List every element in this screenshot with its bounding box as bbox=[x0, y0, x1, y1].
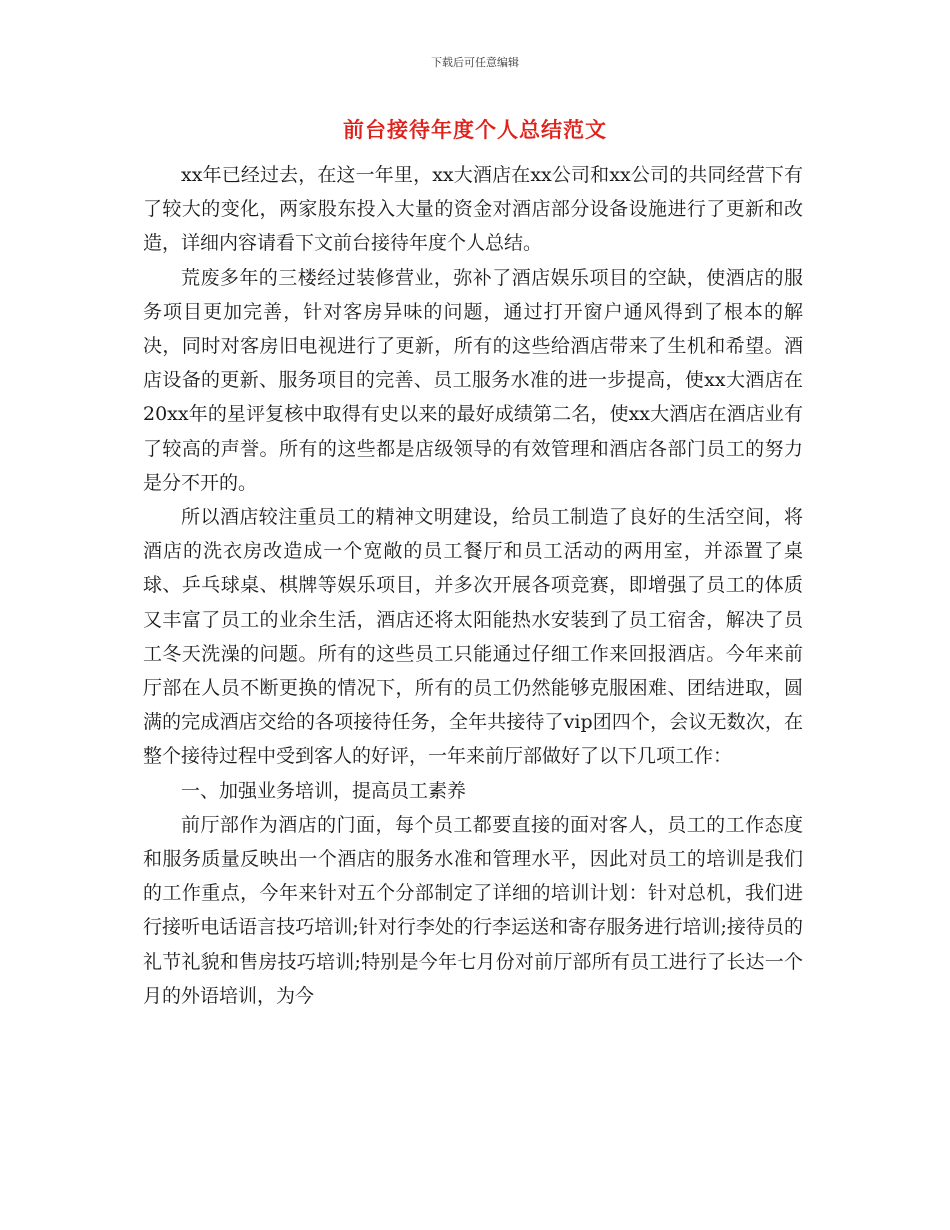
section-heading-training: 一、加强业务培训，提高员工素养 bbox=[181, 779, 467, 802]
paragraph-intro: xx年已经过去，在这一年里，xx大酒店在xx公司和xx公司的共同经营下有了较大的变化，两家股东投入大量的资金对酒店部分设备设施进行了更新和改造，详细内容请看下文前台接待年度个人总结。 bbox=[143, 164, 803, 255]
paragraph-training: 前厅部作为酒店的门面，每个员工都要直接的面对客人，员工的工作态度和服务质量反映出一个酒店的服务水准和管理水平，因此对员工的培训是我们的工作重点，今年来针对五个分部制定了详细的培训计划：针对总机，我们进行接听电话语言技巧培训;针对行李处的行李运送和寄存服务进行培训;接待员的礼节礼貌和售房技巧培训;特别是今年七月份对前厅部所有员工进行了长达一个月的外语培训，为今 bbox=[143, 813, 803, 1007]
paragraph-renovation: 荒废多年的三楼经过装修营业，弥补了酒店娱乐项目的空缺，使酒店的服务项目更加完善，针对客房异味的问题，通过打开窗户通风得到了根本的解决，同时对客房旧电视进行了更新，所有的这些给酒店带来了生机和希望。酒店设备的更新、服务项目的完善、员工服务水准的进一步提高，使xx大酒店在20xx年的星评复核中取得有史以来的最好成绩第二名，使xx大酒店在酒店业有了较高的声誉。所有的这些都是店级领导的有效管理和酒店各部门员工的努力是分不开的。 bbox=[143, 266, 803, 494]
paragraph-staff-welfare: 所以酒店较注重员工的精神文明建设，给员工制造了良好的生活空间，将酒店的洗衣房改造成一个宽敞的员工餐厅和员工活动的两用室，并添置了桌球、乒乓球桌、棋牌等娱乐项目，并多次开展各项竞赛，即增强了员工的体质又丰富了员工的业余生活，酒店还将太阳能热水安装到了员工宿舍，解决了员工冬天洗澡的问题。所有的这些员工只能通过仔细工作来回报酒店。今年来前厅部在人员不断更换的情况下，所有的员工仍然能够克服困难、团结进取，圆满的完成酒店交给的各项接待任务，全年共接待了vip团四个，会议无数次，在整个接待过程中受到客人的好评，一年来前厅部做好了以下几项工作： bbox=[143, 506, 803, 768]
document-title: 前台接待年度个人总结范文 bbox=[343, 118, 607, 142]
header-note: 下载后可任意编辑 bbox=[431, 56, 519, 69]
document-body bbox=[143, 158, 803, 1013]
